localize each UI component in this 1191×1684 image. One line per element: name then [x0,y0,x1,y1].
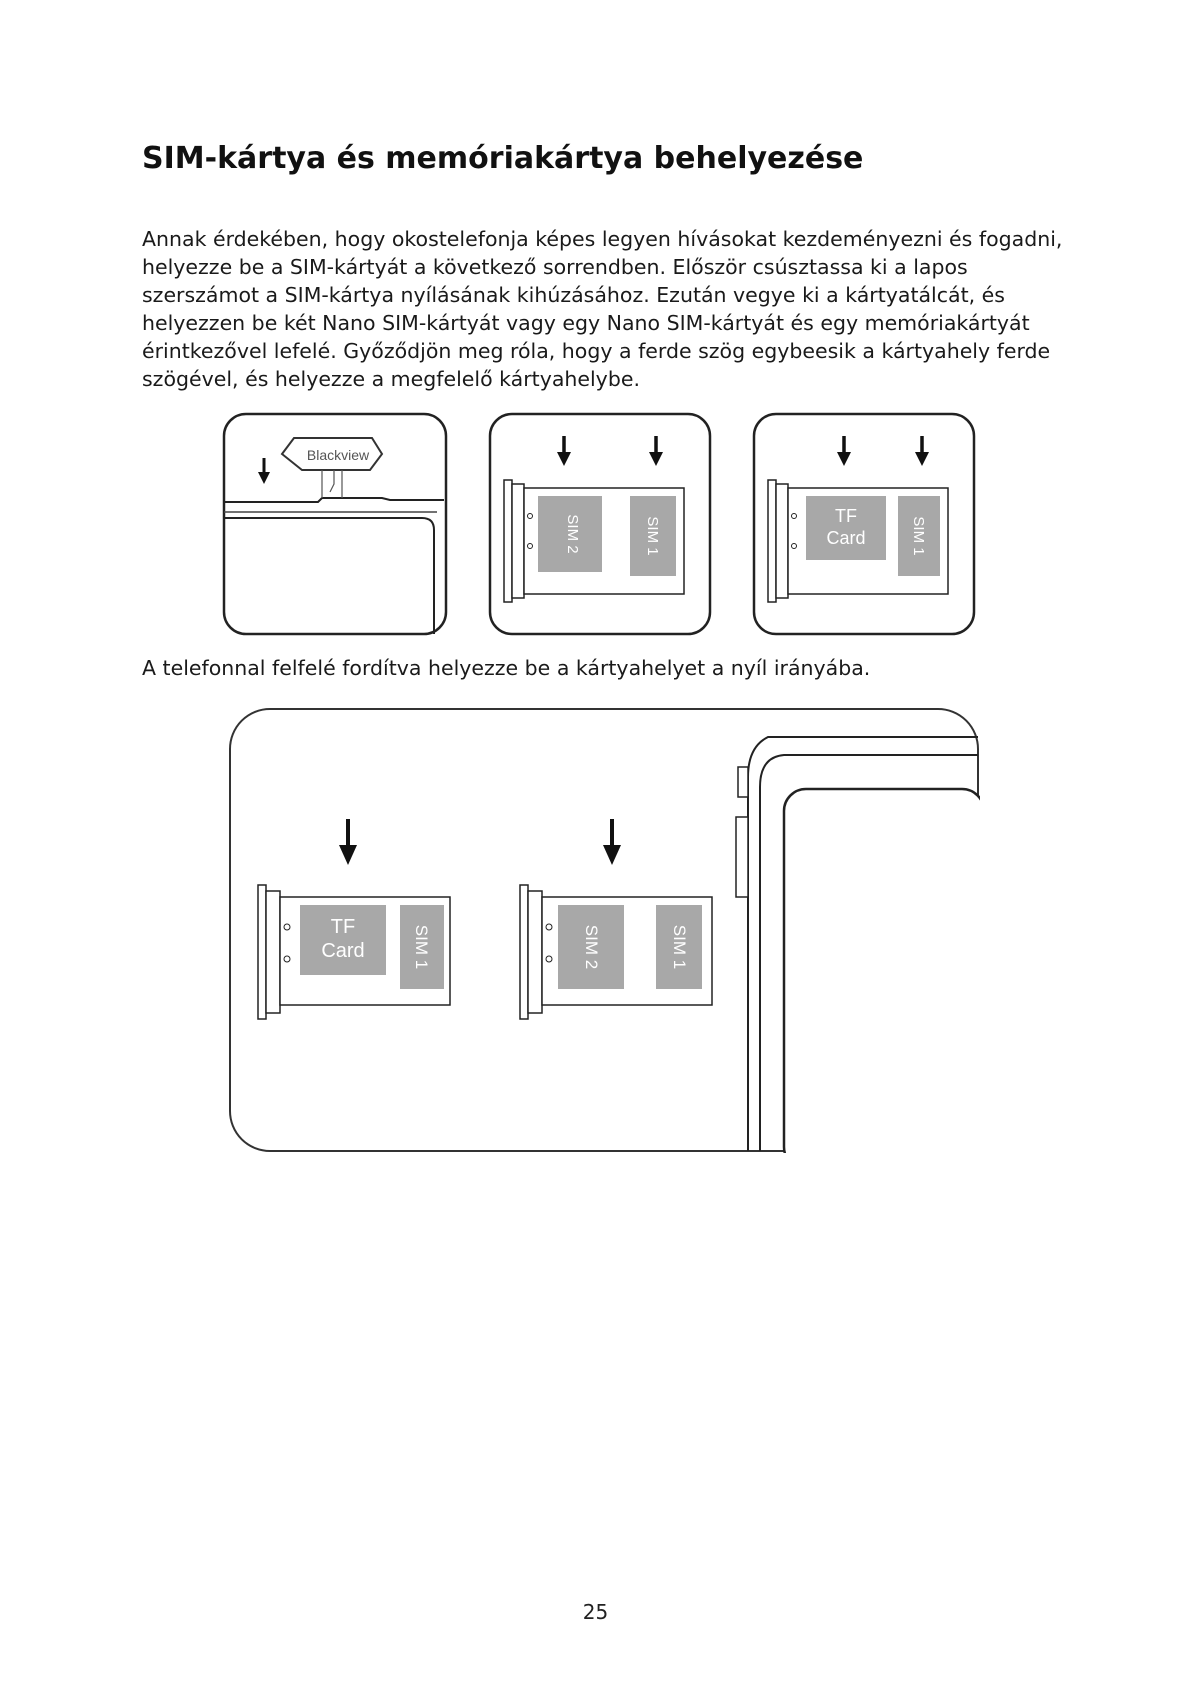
slot-label-card: Card [321,940,365,962]
slot-label-sim1: SIM 1 [412,924,431,970]
tray-sim2-sim1-illustration [488,412,712,636]
slot-label-sim2: SIM 2 [564,514,581,554]
page-number: 25 [582,1600,609,1624]
paragraph-line: helyezzen be két Nano SIM-kártyát vagy egy Nano SIM-kártyát és egy memóriakártyát [142,311,1030,335]
paragraph-line: érintkezővel lefelé. Győződjön meg róla, hogy a ferde szög egybeesik a kártyahely ferde [142,339,1051,363]
slot-label-sim1: SIM 1 [670,924,689,970]
page-title: SIM-kártya és memóriakártya behelyezése [142,141,864,176]
slot-label-tf: TF [835,506,857,526]
paragraph-line: helyezze be a SIM-kártyát a következő sorrendben. Először csúsztassa ki a lapos [142,255,968,279]
slot-label-sim1: SIM 1 [910,516,927,556]
insert-tray-into-phone-illustration [228,707,980,1153]
instructions-paragraph [142,225,1082,393]
slot-label-card: Card [826,528,866,548]
slot-label-sim2: SIM 2 [582,924,601,970]
paragraph-line: szerszámot a SIM-kártya nyílásának kihúzásához. Ezután vegye ki a kártyatálcát, és [142,283,1005,307]
tray-tf-sim1-illustration [752,412,976,636]
insert-instruction: A telefonnal felfelé fordítva helyezze be a kártyahelyet a nyíl irányába. [142,656,871,680]
tool-brand-label: Blackview [306,447,370,463]
eject-tool-illustration [222,412,448,636]
paragraph-line: Annak érdekében, hogy okostelefonja képes legyen hívásokat kezdeményezni és fogadni, [142,227,1063,251]
slot-label-tf: TF [330,916,356,938]
paragraph-line: szögével, és helyezze a megfelelő kártyahelybe. [142,367,640,391]
slot-label-sim1: SIM 1 [644,516,661,556]
